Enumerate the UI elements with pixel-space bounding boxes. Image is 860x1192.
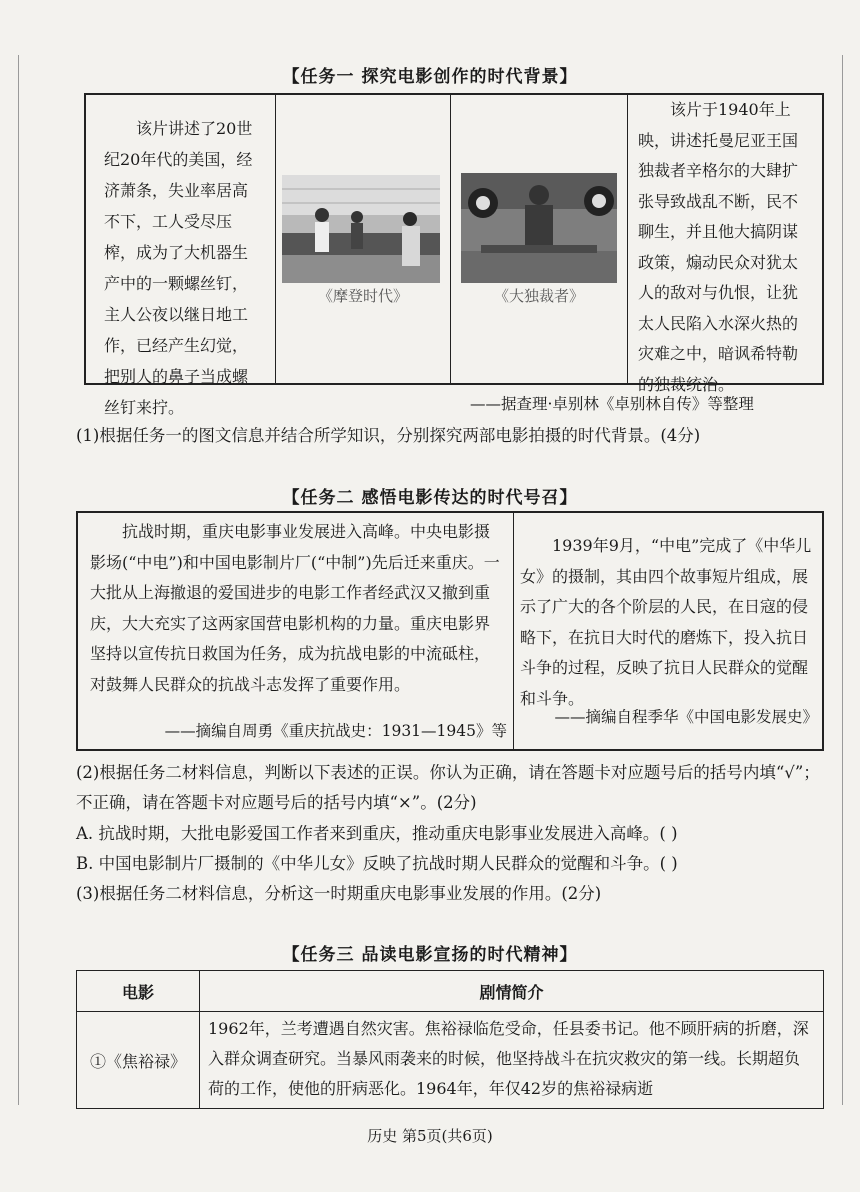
question-2: (2)根据任务二材料信息，判断以下表述的正误。你认为正确，请在答题卡对应题号后的括号内填“√”；不正确，请在答题卡对应题号后的括号内填“×”。(2分): [76, 763, 820, 812]
task1-photo-cell-2: [451, 95, 628, 383]
task3-table: [76, 970, 824, 1109]
film-plot: 1962年，兰考遭遇自然灾害。焦裕禄临危受命，任县委书记。他不顾肝病的折磨，深入群众调查研究。当暴风雨袭来的时候，他坚持战斗在抗灾救灾的第一线。长期超负荷的工作，使他的肝病恶化。1964年，年仅42岁的焦裕禄病逝: [200, 1012, 824, 1109]
modern-times-description: 该片讲述了20世纪20年代的美国，经济萧条，失业率居高不下，工人受尽压榨，成为了大机器生产中的一颗螺丝钉，主人公夜以继日地工作，已经产生幻觉，把别人的鼻子当成螺丝钉来拧。: [104, 119, 253, 417]
great-dictator-photo: [461, 173, 617, 283]
task2-right-cell: [514, 513, 822, 749]
modern-times-photo: [282, 175, 440, 283]
task1-left-cell: [86, 95, 276, 417]
task2-heading: 【任务二 感悟电影传达的时代号召】: [282, 488, 578, 508]
question-1: (1)根据任务一的图文信息并结合所学知识，分别探究两部电影拍摄的时代背景。(4分): [76, 426, 701, 445]
table-row: [77, 1012, 824, 1109]
great-dictator-description: 该片于1940年上映，讲述托曼尼亚王国独裁者辛格尔的大肆扩张导致战乱不断，民不聊生，并且他大搞阴谋政策，煽动民众对犹太人的敌对与仇恨，让犹太人民陷入水深火热的灾难之中，暗讽希特勒的独裁统治。: [638, 100, 799, 394]
task1-source: ——据查理·卓别林《卓别林自传》等整理: [470, 395, 754, 413]
table-header-row: [77, 971, 824, 1012]
task2-left-source: ——摘编自周勇《重庆抗战史：1931—1945》等: [164, 722, 507, 740]
task2-right-source: ——摘编自程季华《中国电影发展史》: [554, 708, 818, 726]
page-footer: 历史 第5页(共6页): [367, 1127, 493, 1145]
chongqing-film-material: 抗战时期，重庆电影事业发展进入高峰。中央电影摄影场(“中电”)和中国电影制片厂(“中制”)先后迁来重庆。一大批从上海撤退的爱国进步的电影工作者经武汉又撤到重庆，大大充实了这两家国营电影机构的力量。重庆电影界坚持以宣传抗日救国为任务，成为抗战电影的中流砥柱，对鼓舞人民群众的抗战斗志发挥了重要作用。: [90, 522, 500, 694]
option-a: A. 抗战时期，大批电影爱国工作者来到重庆，推动重庆电影事业发展进入高峰。( ): [76, 824, 678, 843]
task2-material-box: [76, 511, 824, 751]
modern-times-caption: 《摩登时代》: [317, 287, 408, 305]
header-film: 电影: [77, 971, 200, 1012]
task1-heading: 【任务一 探究电影创作的时代背景】: [282, 67, 578, 87]
task2-left-cell: [78, 513, 514, 749]
zhonghua-ernv-material: 1939年9月，“中电”完成了《中华儿女》的摄制，其由四个故事短片组成，展示了广大的各个阶层的人民，在日寇的侵略下，在抗日大时代的磨炼下，投入抗日斗争的过程，反映了抗日人民群众的觉醒和斗争。: [520, 536, 812, 708]
task3-heading: 【任务三 品读电影宣扬的时代精神】: [282, 945, 578, 965]
task1-right-cell: [628, 95, 822, 394]
film-name: ①《焦裕禄》: [77, 1012, 200, 1109]
great-dictator-caption: 《大独裁者》: [493, 287, 584, 305]
question-3: (3)根据任务二材料信息，分析这一时期重庆电影事业发展的作用。(2分): [76, 884, 602, 903]
header-plot: 剧情简介: [200, 971, 824, 1012]
task1-photo-cell-1: [276, 95, 451, 383]
option-b: B. 中国电影制片厂摄制的《中华儿女》反映了抗战时期人民群众的觉醒和斗争。( ): [76, 854, 678, 873]
